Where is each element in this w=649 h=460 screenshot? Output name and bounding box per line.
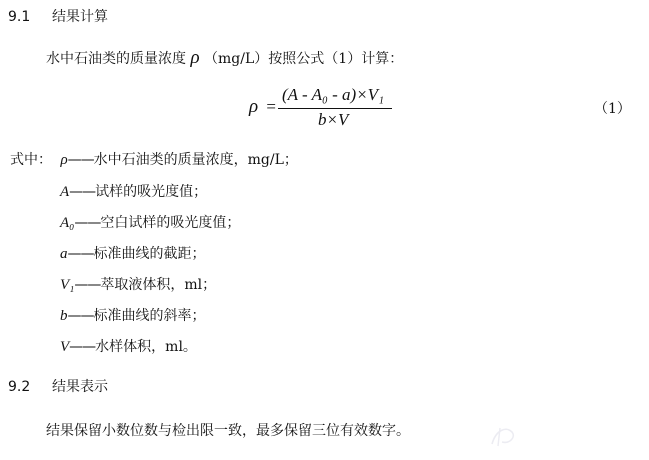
watermark-logo-icon [486, 420, 520, 450]
definition-row [60, 307, 206, 325]
intro-sentence [46, 49, 403, 68]
result-expression-text: 结果保留小数位数与检出限一致，最多保留三位有效数字。 [46, 423, 410, 439]
definition-symbol: V [60, 339, 70, 355]
rho-symbol: ρ [190, 47, 200, 68]
definition-symbol: A [60, 184, 70, 200]
definitions-lead: 式中： [10, 152, 52, 168]
definition-text: 空白试样的吸光度值； [100, 215, 241, 231]
definition-text: 水样体积，ml。 [95, 339, 197, 355]
definition-text: 试样的吸光度值； [95, 184, 208, 200]
section-number: 9.1 [8, 9, 31, 25]
definition-dash: —— [74, 277, 101, 293]
formula-denominator [318, 110, 348, 130]
section-heading-9-2 [8, 378, 108, 396]
definition-dash: —— [67, 308, 94, 324]
definition-symbol: b [60, 308, 68, 324]
definition-symbol: V₁ [60, 277, 75, 293]
definition-dash: —— [67, 152, 94, 168]
definition-text: 标准曲线的截距； [93, 246, 206, 262]
fraction-bar [278, 108, 392, 109]
section-title: 结果表示 [52, 379, 108, 395]
equation-label: （1） [594, 101, 631, 117]
section-heading-9-1 [8, 8, 108, 26]
definition-text: 水中石油类的质量浓度，mg/L； [93, 152, 298, 168]
definition-row [60, 214, 240, 232]
definition-symbol: a [60, 246, 68, 262]
intro-text-after: （mg/L）按照公式（1）计算： [204, 51, 404, 67]
definition-row [60, 276, 216, 294]
definition-dash: —— [74, 215, 101, 231]
numerator-expression: (A - A₀ - a)×V₁ [282, 85, 384, 104]
definition-text: 标准曲线的斜率； [93, 308, 206, 324]
section-number: 9.2 [8, 379, 31, 395]
intro-text-before: 水中石油类的质量浓度 [46, 51, 186, 67]
definition-dash: —— [69, 184, 96, 200]
section-title: 结果计算 [52, 9, 108, 25]
formula-numerator [282, 85, 384, 105]
definition-row [60, 245, 206, 263]
definition-row [60, 183, 207, 201]
definition-symbol: ρ [60, 152, 68, 168]
definition-row [60, 338, 197, 356]
definition-row [10, 151, 298, 169]
formula-lhs: ρ = [249, 96, 276, 117]
denominator-expression: b×V [318, 110, 349, 129]
definition-text: 萃取液体积，ml； [100, 277, 217, 293]
definition-symbol: A₀ [60, 215, 75, 231]
definition-dash: —— [69, 339, 96, 355]
definition-dash: —— [67, 246, 94, 262]
